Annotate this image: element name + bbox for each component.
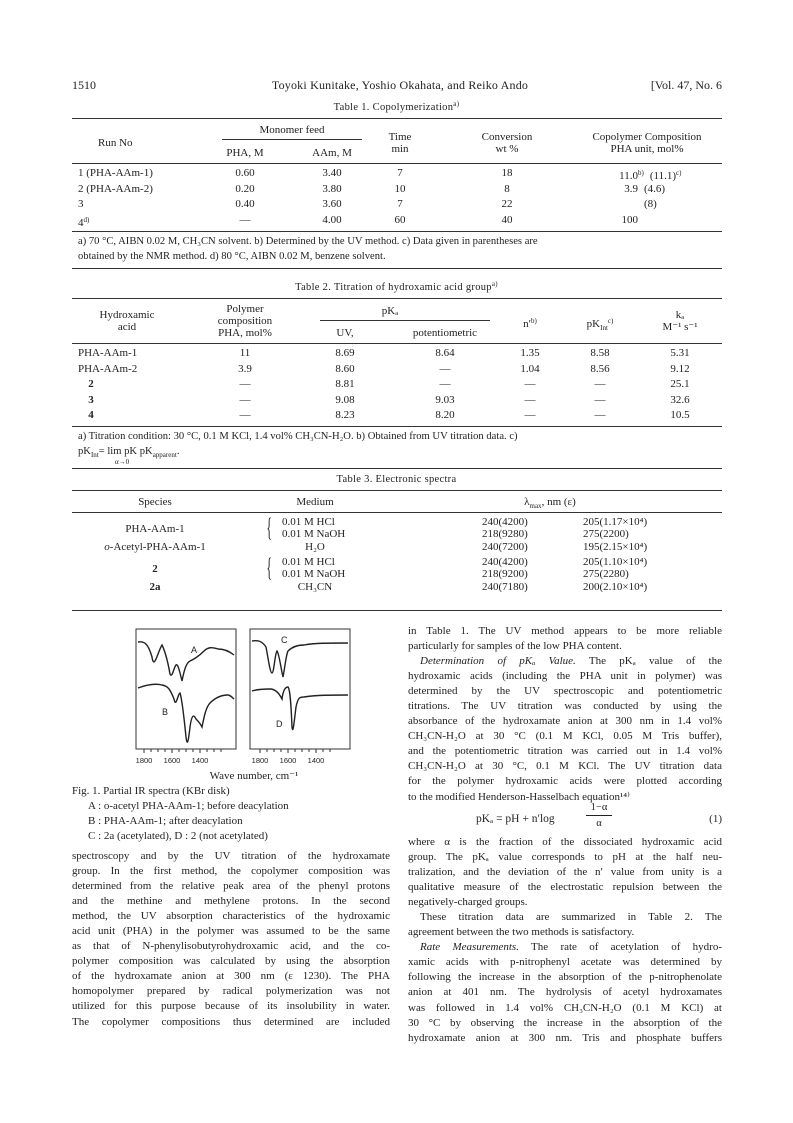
t1-comp2-val: (4.6) [644,182,666,195]
text-line: agreement between the two methods is satisfactory. [408,926,635,939]
text-line: These titration data are summarized in Table 2. The [420,911,722,924]
t2-row-acid: 4 [88,409,94,422]
text-line: particularly for samples of the low PHA content. [408,640,622,653]
t3-row-l2: 218(9200) [482,568,528,580]
t1-col-aam: AAm, M [312,147,352,159]
section-text: The pKₐ value of the [575,655,722,668]
table1-footnote-1: a) 70 °C, AIBN 0.02 M, CH₃CN solvent. b) Determined by the UV method. c) Data given in parentheses are [78,236,538,247]
t1-row-comp [612,183,665,196]
t1-row-run [78,183,153,196]
t3-row-r2: 275(2200) [583,528,629,540]
t3-row-r2: 275(2280) [583,568,629,580]
spectrum-a [138,642,234,681]
table3-bottom-rule [72,610,722,611]
left-column-text [72,849,390,1030]
t2-col-ka-unit: M⁻¹ s⁻¹ [662,321,698,333]
text-line: qualitative measure of the electrostatic repulsion between the [408,881,722,894]
t1-run-text: 3 [78,198,84,210]
t1-row-pha: 0.40 [235,198,255,210]
t1-col-time: Time [388,131,412,143]
t2-pka-brace [320,320,490,321]
text-line: absorbance of the hydroxamate anion at 300 nm in 1.4 vol% [408,715,722,728]
t2-col-poly-3: PHA, mol% [218,327,272,339]
spectrum-c [252,641,348,677]
text-line: xamic acids with p-nitrophenyl acetate was determined by [408,956,722,969]
t1-col-time-unit: min [391,143,409,155]
t3-col-medium: Medium [296,496,334,508]
t2-col-n: $n'^{b)}$ [523,317,537,330]
tick-left-1600: 1600 [163,756,181,765]
equation-denominator: α [596,818,602,829]
text-line: 30 °C by observing the increase in the absorption of the [408,1016,722,1029]
ir-spectra-figure [134,627,374,772]
t3-row-l2: 218(9280) [482,528,528,540]
panel-left-ticks [144,749,221,753]
t2-row-comp: — [239,393,251,406]
t2-row-ka: 25.1 [670,378,690,391]
text-line: group. In the first method, the copolymer composition was [72,865,390,878]
t1-row-aam: 3.40 [322,167,342,179]
right-column-text-a [408,624,722,805]
t1-row-time: 10 [394,182,406,195]
t2-row-pot: 8.64 [435,347,455,359]
t2-row-n: — [524,378,536,391]
t2-row-ka: 32.6 [670,393,690,406]
t1-comp2-val: (8) [644,198,657,210]
t2-row-acid: PHA-AAm-1 [78,347,138,359]
t3-row-r1: 205(1.17×10⁴) [583,516,648,528]
t1-row-comp [612,167,681,183]
table3-header-rule [72,512,722,513]
t2-row-uv: 8.23 [335,409,355,422]
t2-row-pkint: — [594,393,606,406]
figure-caption: Fig. 1. Partial IR spectra (KBr disk) [72,785,230,797]
t2-col-ka: kₐ [675,309,685,321]
t1-run-text: 2 (PHA-AAm-2) [78,182,153,195]
t2-row-pot: 8.20 [435,409,455,422]
t3-row-medium1: H₂O [305,541,325,553]
running-head-volume: [Vol. 47, No. 6 [650,78,722,92]
t1-col-comp: Copolymer Composition [592,131,702,143]
text-line: CH₃CN-H₂O at 30 °C (0.1 M KCl, 0.05 M Tris buffer), [408,730,722,743]
t2-row-uv: 8.60 [335,362,355,375]
table3-caption: Table 3. Electronic spectra [336,474,457,485]
t1-col-pha: PHA, M [226,147,264,159]
t3-row-l1: 240(4200) [482,516,528,528]
t3-row-l1: 240(7200) [482,541,528,553]
label-b: B [162,707,169,717]
t2-row-comp: — [239,409,251,422]
tick-right-1800: 1800 [251,756,269,765]
figure-legend-b: B : PHA-AAm-1; after deacylation [88,815,243,827]
t1-comp-sup: b) [638,169,644,177]
t1-row-pha: 0.60 [235,167,255,179]
page-number: 1510 [72,78,96,92]
t1-row-run [78,214,89,230]
t3-row-l1: 240(7180) [482,581,528,593]
text-line: determined from the relative peak area of the phenyl protons [72,880,390,893]
t2-row-n: 1.35 [520,347,540,359]
table1-header-rule [72,163,722,164]
t1-row-run [78,167,153,180]
text-line: titrations. The UV titration was conducted by using the [408,700,722,713]
table2-footnote-lim-sub: α→0 [115,458,130,466]
t2-row-pkint: 8.58 [590,347,610,359]
t3-row-l1: 240(4200) [482,556,528,568]
t3-row-medium2: 0.01 M NaOH [282,568,346,580]
text-line: tralization, and the deviation of the n′ value from unity is a [408,866,722,879]
t1-row-conv: 18 [501,167,513,179]
text-line: method, the UV absorption characteristics of the hydroxamic [72,910,390,923]
equation-number: (1) [709,813,722,825]
t2-row-acid: 2 [88,378,94,391]
t2-row-ka: 5.31 [670,347,690,359]
t1-comp-val: 11.0 [619,170,638,182]
tick-left-1400: 1400 [191,756,209,765]
t2-row-n: — [524,409,536,422]
t2-col-poly-2: composition [217,315,273,327]
figure-legend-cd: C : 2a (acetylated), D : 2 (not acetylated) [88,830,268,842]
label-c: C [281,635,288,645]
text-line [408,940,722,955]
t1-monomer-brace [222,139,362,140]
t1-run-text: 4 [78,216,84,229]
t3-species-rest: -Acetyl-PHA-AAm-1 [109,541,206,553]
text-line: utilized for this purpose because of its insolubility in water. [72,1000,390,1013]
t1-row-conv: 40 [501,213,513,226]
text-line: as that of N-phenylisobutyrohydroxamic acid, and the co- [72,940,390,953]
table1-bottom-rule [72,231,722,232]
t2-col-poly-1: Polymer [226,303,264,315]
t2-row-uv: 8.69 [335,347,355,359]
t3-row-r1: 195(2.15×10⁴) [583,541,648,553]
t1-comp-val: 100 [621,213,638,226]
t2-row-n: — [524,393,536,406]
text-line: for the polymer hydroxamic acids were plotted according [408,775,722,788]
t1-row-aam: 4.00 [322,213,342,226]
t2-row-n: 1.04 [520,362,540,375]
text-line: acid unit (PHA) in the polymer was assumed to be the same [72,925,390,938]
table2-foot-rule [72,468,722,469]
table1-top-rule [72,118,722,119]
figure-xlabel: Wave number, cm⁻¹ [209,770,299,782]
equation-fraction-bar [586,815,612,816]
running-head-authors: Toyoki Kunitake, Yoshio Okahata, and Reiko Ando [271,78,529,92]
t2-col-uv: UV, [336,327,354,339]
tick-right-1600: 1600 [279,756,297,765]
t3-col-species: Species [138,496,172,508]
text-line: to the modified Henderson-Hasselbach equation¹⁴⁾ [408,790,630,803]
t1-col-monomer: Monomer feed [259,124,325,136]
label-d: D [276,719,283,729]
table2-footnote-1: a) Titration condition: 30 °C, 0.1 M KCl, 1.4 vol% CH₃CN-H₂O. b) Obtained from UV titration data. c) [78,431,518,442]
text-line: hydroxamic acids (including the PHA unit in polymer) was [408,670,722,683]
t2-row-acid: 3 [88,393,94,406]
t3-row-species: 2 [152,563,158,575]
t2-row-uv: 8.81 [335,378,355,391]
t3-row-medium1: 0.01 M HCl [282,516,335,528]
t1-comp2-val: (11.1) [649,170,677,182]
t3-medium-brace: { [266,513,273,542]
t3-row-medium1: 0.01 M HCl [282,556,335,568]
t3-row-species: PHA-AAm-1 [125,523,185,535]
t1-row-comp [612,198,657,211]
t2-row-pkint: — [594,378,606,391]
figure-legend-a: A : o-acetyl PHA-AAm-1; before deacylation [88,800,289,812]
label-a: A [191,645,198,655]
text-line: group. The pKₐ value corresponds to pH at the half neu- [408,851,722,864]
text-line: and the potentiometric titration was carried out in 1.4 vol% [408,745,722,758]
table1-foot-rule [72,268,722,269]
t1-row-run [78,198,84,211]
table2-caption: Table 2. Titration of hydroxamic acid group$^{a)}$ [295,280,498,293]
section-head-rate: Rate Measurements. [420,941,519,954]
t1-col-run: Run No [98,137,133,149]
section-head-pka: Determination of pKₐ Value. [420,655,576,668]
t3-row-r1: 205(1.10×10⁴) [583,556,648,568]
spectrum-d [252,687,348,730]
t1-col-conv: Conversion [481,131,533,143]
t2-row-pkint: — [594,409,606,422]
equation-lhs: pKₐ = pH + n′log [476,813,555,825]
text-line: in Table 1. The UV method appears to be more reliable [408,625,722,637]
t2-row-pot: 9.03 [435,393,455,406]
text-line: The copolymer compositions thus determined are included [72,1015,390,1028]
t2-col-pka: pKₐ [381,305,399,317]
t1-row-aam: 3.60 [322,198,342,210]
section-text: The rate of acetylation of hydro- [518,941,723,954]
t2-row-ka: 9.12 [670,362,690,375]
table3-top-rule [72,490,722,491]
spectrum-b [138,684,234,742]
t1-run-sup: d) [83,215,90,224]
equation-numerator: 1−α [590,802,608,813]
t2-row-comp: 11 [239,347,251,359]
text-line: was followed in 1.4 vol% CH₃CN-H₂O (0.1 M KCl) at [408,1001,722,1014]
t1-col-conv-unit: wt % [495,143,519,155]
t2-row-pot: — [439,378,451,391]
table2-bottom-rule [72,426,722,427]
t2-col-pkint: $pK_{Int}^{c)}$ [586,317,614,333]
t1-row-conv: 22 [501,198,513,210]
t2-row-comp: 3.9 [238,362,252,375]
t2-row-uv: 9.08 [335,393,355,406]
t2-row-pot: — [439,362,451,375]
table2-footnote-2: $pK_{Int}= \lim$ pK $pK_{apparent}$. [78,446,180,460]
t1-row-comp [612,214,638,227]
text-line: anion at 401 nm. The hydrolysis of acetyl hydroxamates [408,986,722,999]
t1-comp2-sup: c) [676,169,682,177]
t3-species-prefix: o [104,541,110,553]
text-line [408,654,722,669]
t2-row-comp: — [239,378,251,391]
tick-right-1400: 1400 [307,756,325,765]
table1-footnote-2: obtained by the NMR method. d) 80 °C, AIBN 0.02 M, benzene solvent. [78,251,386,262]
ir-spectra-svg [134,627,374,767]
panel-right-ticks [260,749,330,753]
t2-row-pkint: 8.56 [590,362,610,375]
text-line: and the methine and methylene protons. In the second [72,895,390,908]
text-line: following the increase in the absorption of the p-nitrophenolate [408,971,722,984]
t2-col-acid-1: Hydroxamic [99,309,155,321]
t1-col-comp-unit: PHA unit, mol% [610,143,684,155]
table2-header-rule [72,343,722,344]
t1-run-text: 1 (PHA-AAm-1) [78,167,153,179]
t3-row-medium2: 0.01 M NaOH [282,528,346,540]
text-line: CH₃CN-H₂O at 30 °C, 0.1 M KCl. The UV titration data [408,760,722,773]
table1-caption: Table 1. Copolymerization$^{a)}$ [333,100,460,113]
text-line: negatively-charged groups. [408,896,528,909]
t3-row-medium1: CH₃CN [297,581,333,593]
t3-row-species [80,541,230,554]
t1-row-aam: 3.80 [322,182,342,195]
t3-row-species: 2a [149,581,161,593]
text-line: spectroscopy and by the UV titration of the hydroxamate [72,850,390,862]
text-line: where α is the fraction of the dissociated hydroxamic acid [408,836,722,848]
t1-row-time: 60 [394,213,406,226]
t1-row-time: 7 [397,198,403,210]
text-line: homopolymer prepared by radical polymerization was not [72,985,390,998]
table2-top-rule [72,298,722,299]
t2-col-pot: potentiometric [412,327,478,339]
t1-row-time: 7 [397,167,403,179]
t1-row-conv: 8 [504,182,510,195]
t2-row-ka: 10.5 [670,409,690,422]
text-line: polymer composition was calculated by using the absorption [72,955,390,968]
t3-col-lambda: $\lambda_{max}$, nm (ε) [524,496,576,511]
t3-row-r1: 200(2.10×10⁴) [583,581,648,593]
text-line: determined by the UV spectroscopic and potentiometric [408,685,722,698]
text-line: hydroxamate anion at 300 nm. Tris and phosphate buffers [408,1031,722,1044]
text-line: of the hydroxamate anion at 300 nm (ε 1230). The PHA [72,970,390,983]
t2-col-acid-2: acid [117,321,137,333]
right-column-text-b [408,835,722,1046]
t1-comp-val: 3.9 [624,182,638,195]
tick-left-1800: 1800 [135,756,153,765]
t2-row-acid: PHA-AAm-2 [78,362,138,375]
t3-medium-brace: { [266,553,273,582]
t1-row-pha: — [239,213,251,226]
t1-row-pha: 0.20 [235,182,255,195]
